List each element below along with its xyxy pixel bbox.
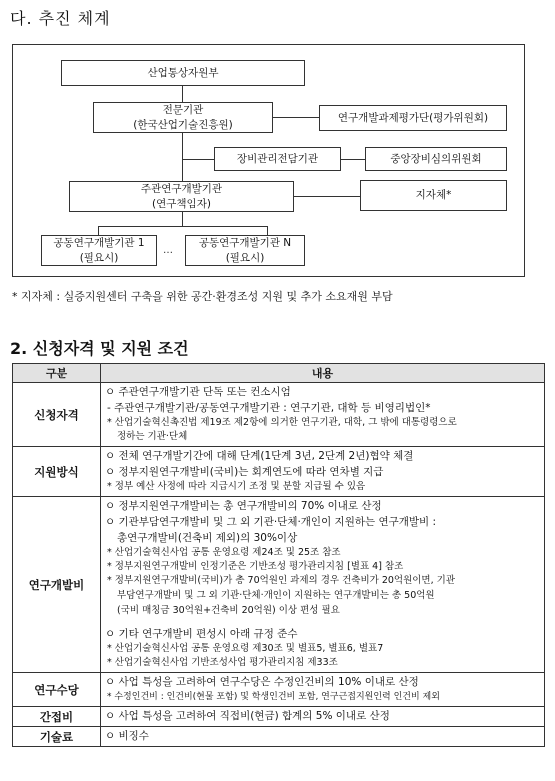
lead-org-box bbox=[69, 181, 294, 212]
eval-committee-label: 연구개발과제평가단(평가위원회) bbox=[337, 111, 489, 124]
connector-line bbox=[182, 85, 183, 103]
joint-org-n-label: 공동연구개발기관 N bbox=[198, 237, 292, 250]
row-content-tech-fee bbox=[101, 727, 545, 747]
table-row bbox=[13, 673, 545, 707]
row-label-rnd-cost: 연구개발비 bbox=[13, 497, 101, 673]
connector-line bbox=[182, 212, 183, 226]
content-line: ㅇ 비징수 bbox=[105, 730, 149, 742]
joint-org-1-box bbox=[41, 235, 157, 266]
agency-sublabel: (한국산업기술진흥원) bbox=[133, 118, 233, 131]
row-label-tech-fee: 기술료 bbox=[13, 727, 101, 747]
header-category: 구분 bbox=[13, 364, 101, 383]
joint-org-1-label: 공동연구개발기관 1 bbox=[53, 237, 145, 250]
table-row bbox=[13, 727, 545, 747]
content-note: * 산업기술혁신촉진법 제19조 제2항에 의거한 연구기관, 대학, 그 밖에 대통령령으로 bbox=[107, 417, 457, 428]
section-title-organization: 다. 추진 체계 bbox=[10, 9, 111, 28]
connector-line bbox=[267, 226, 268, 235]
local-gov-label: 지자체* bbox=[415, 189, 452, 202]
spacer bbox=[105, 618, 540, 626]
central-committee-label: 중앙장비심의위원회 bbox=[390, 152, 482, 165]
table-row bbox=[13, 707, 545, 727]
content-note: * 정부지원연구개발비 인정기준은 기반조성 평가관리지침 [별표 4] 참조 bbox=[107, 561, 404, 572]
connector-line bbox=[182, 133, 183, 181]
agency-box bbox=[93, 102, 273, 133]
content-note: * 산업기술혁신사업 공통 운영요령 제24조 및 25조 참조 bbox=[107, 547, 341, 558]
lead-org-label: 주관연구개발기관 bbox=[140, 183, 223, 196]
ellipsis: … bbox=[163, 245, 173, 256]
content-line: ㅇ 정부지원연구개발비(국비)는 회계연도에 따라 연차별 지급 bbox=[105, 466, 384, 478]
content-note: * 정부 예산 사정에 따라 지급시기 조정 및 분할 지급될 수 있음 bbox=[107, 481, 366, 492]
row-label-eligibility: 신청자격 bbox=[13, 383, 101, 447]
content-line: ㅇ 전체 연구개발기간에 대해 단계(1단계 3년, 2단계 2년)협약 체결 bbox=[105, 450, 414, 462]
row-content-rnd-cost bbox=[101, 497, 545, 673]
support-conditions-table bbox=[12, 363, 545, 747]
equipment-dept-box bbox=[214, 147, 341, 171]
content-line: ㅇ 정부지원연구개발비는 총 연구개발비의 70% 이내로 산정 bbox=[105, 500, 382, 512]
content-line: 총연구개발비(건축비 제외)의 30%이상 bbox=[117, 532, 298, 544]
connector-line bbox=[98, 226, 99, 235]
table-row bbox=[13, 497, 545, 673]
table-row bbox=[13, 383, 545, 447]
content-note: * 수정인건비 : 인건비(현물 포함) 및 학생인건비 포함, 연구근접지원인력 인건비 제외 bbox=[107, 692, 440, 702]
connector-line bbox=[182, 159, 214, 160]
connector-line bbox=[341, 159, 365, 160]
ministry-label: 산업통상자원부 bbox=[147, 66, 219, 79]
row-label-support: 지원방식 bbox=[13, 447, 101, 497]
content-note: * 산업기술혁신사업 기반조성사업 평가관리지침 제33조 bbox=[107, 657, 338, 668]
agency-label: 전문기관 bbox=[162, 104, 204, 117]
central-committee-box bbox=[365, 147, 507, 171]
content-line: ㅇ 사업 특성을 고려하여 직접비(현금) 합계의 5% 이내로 산정 bbox=[105, 710, 390, 722]
content-note: 정하는 기관·단체 bbox=[117, 431, 188, 442]
content-note: * 정부지원연구개발비(국비)가 총 70억원인 과제의 경우 건축비가 20억원이면, 기관 bbox=[107, 575, 456, 586]
header-content: 내용 bbox=[101, 364, 545, 383]
content-line: ㅇ 기관부담연구개발비 및 그 외 기관·단체·개인이 지원하는 연구개발비 : bbox=[105, 516, 437, 528]
row-content-support bbox=[101, 447, 545, 497]
lead-org-sublabel: (연구책임자) bbox=[152, 197, 211, 210]
joint-org-n-box bbox=[185, 235, 305, 266]
diagram-footnote: * 지자체 : 실증지원센터 구축을 위한 공간·환경조성 지원 및 추가 소요재원 부담 bbox=[12, 290, 393, 303]
eval-committee-box bbox=[319, 105, 507, 131]
section-title-eligibility: 2. 신청자격 및 지원 조건 bbox=[10, 339, 189, 358]
row-content-allowance bbox=[101, 673, 545, 707]
connector-line bbox=[98, 226, 267, 227]
content-line: ㅇ 주관연구개발기관 단독 또는 컨소시엄 bbox=[105, 386, 291, 398]
local-gov-box bbox=[360, 180, 507, 211]
content-line: ㅇ 사업 특성을 고려하여 연구수당은 수정인건비의 10% 이내로 산정 bbox=[105, 676, 419, 688]
joint-org-n-sublabel: (필요시) bbox=[225, 251, 265, 264]
row-label-allowance: 연구수당 bbox=[13, 673, 101, 707]
content-note: 부담연구개발비 및 그 외 기관·단체·개인이 지원하는 연구개발비는 총 50억원 bbox=[117, 590, 435, 601]
content-line: - 주관연구개발기관/공동연구개발기관 : 연구기관, 대학 등 비영리법인* bbox=[107, 402, 431, 414]
table-row bbox=[13, 447, 545, 497]
joint-org-1-sublabel: (필요시) bbox=[79, 251, 119, 264]
row-label-indirect: 간접비 bbox=[13, 707, 101, 727]
table-header-row bbox=[13, 364, 545, 383]
equipment-dept-label: 장비관리전담기관 bbox=[236, 152, 319, 165]
content-note: * 산업기술혁신사업 공통 운영요령 제30조 및 별표5, 별표6, 별표7 bbox=[107, 643, 384, 654]
content-line: ㅇ 기타 연구개발비 편성시 아래 규정 준수 bbox=[105, 628, 298, 640]
connector-line bbox=[294, 196, 360, 197]
row-content-indirect bbox=[101, 707, 545, 727]
ministry-box bbox=[61, 60, 305, 86]
connector-line bbox=[273, 117, 319, 118]
row-content-eligibility bbox=[101, 383, 545, 447]
organization-diagram bbox=[12, 44, 525, 277]
content-note: (국비 매칭금 30억원+건축비 20억원) 이상 편성 필요 bbox=[117, 605, 340, 616]
